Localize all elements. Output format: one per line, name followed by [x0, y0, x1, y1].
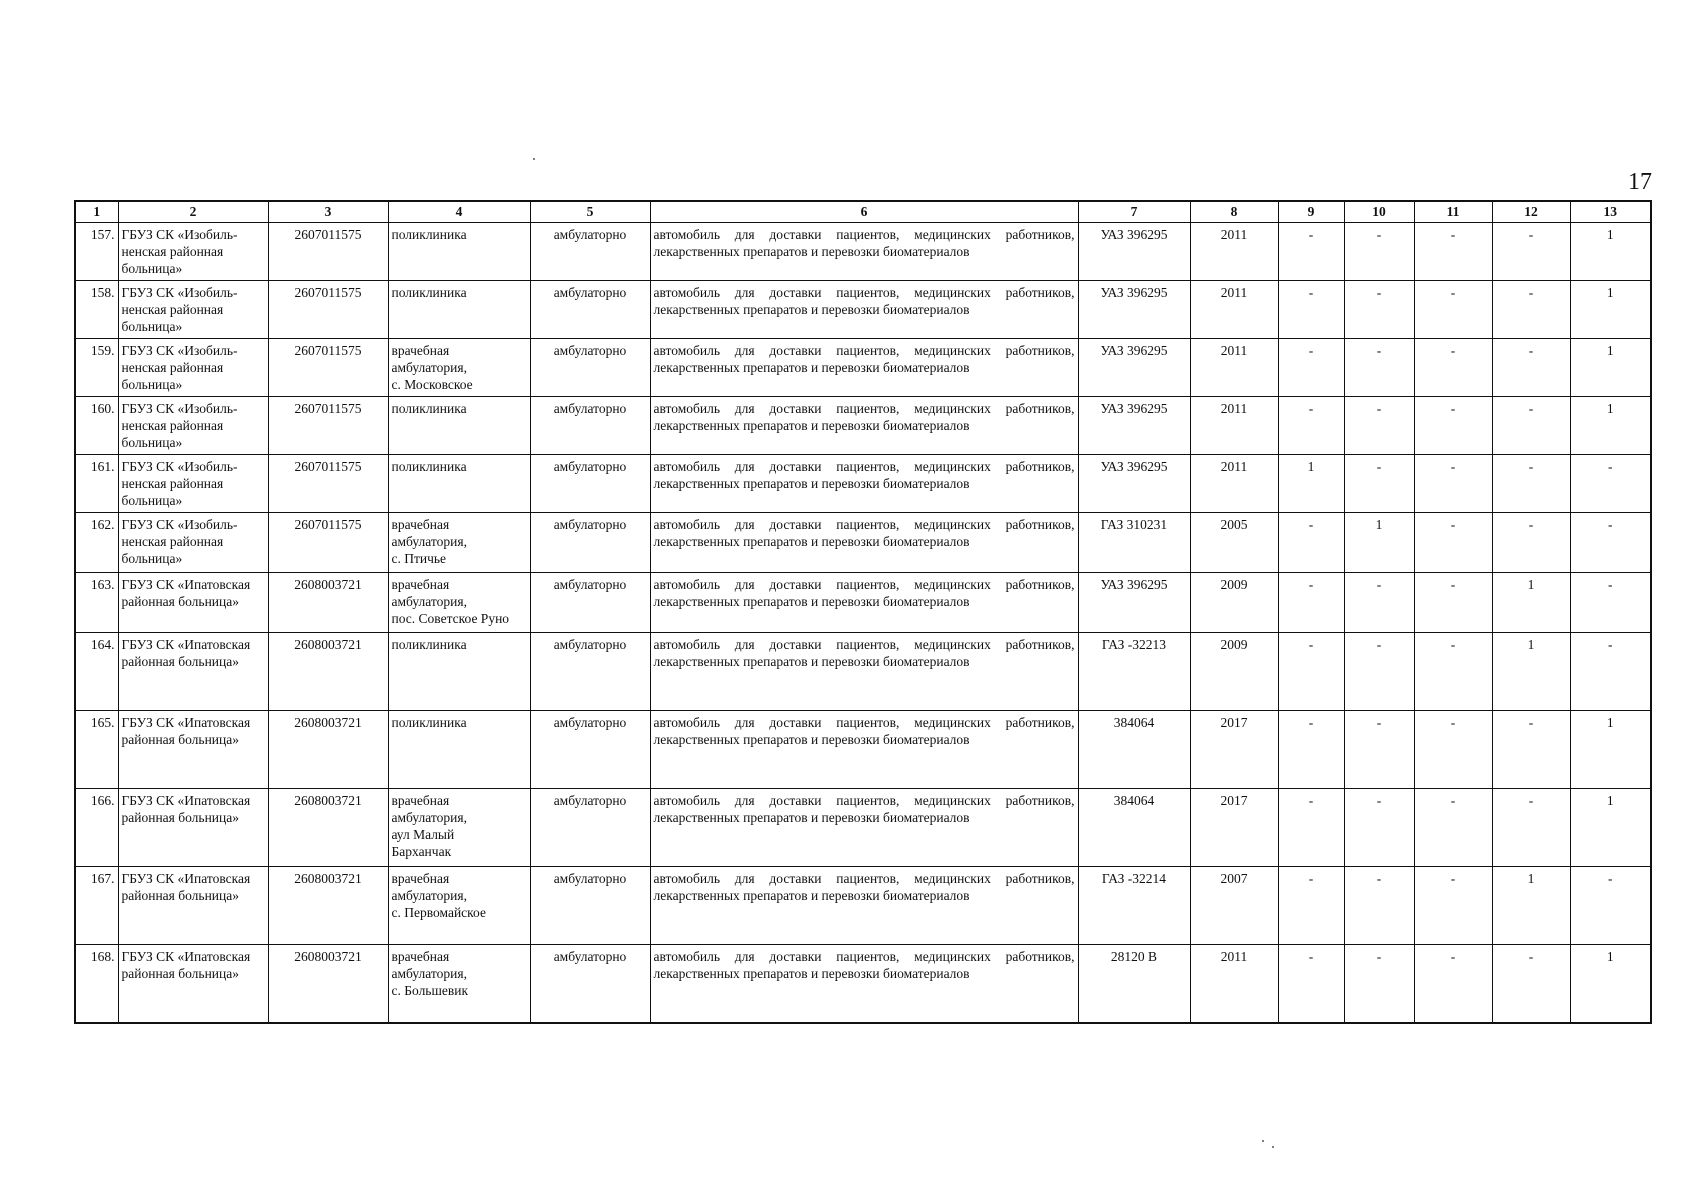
scan-speck — [533, 158, 535, 160]
unit-cell-line: с. Московское — [391, 377, 473, 392]
count-cell: - — [1570, 573, 1651, 633]
organization-cell — [118, 513, 268, 573]
organization-cell-line: ГБУЗ СК «Изобиль- — [121, 401, 238, 416]
count-cell: - — [1278, 223, 1344, 281]
table-row — [75, 867, 1651, 945]
row-number: 160. — [75, 397, 118, 455]
count-cell: - — [1278, 633, 1344, 711]
organization-cell-line: районная больница» — [121, 732, 239, 747]
count-cell: - — [1414, 339, 1492, 397]
organization-cell — [118, 339, 268, 397]
year-cell: 2009 — [1190, 573, 1278, 633]
purpose-cell: автомобиль для доставки пациентов, медицинских работников, лекарственных препаратов и перевозки биоматериалов — [650, 513, 1078, 573]
organization-cell-line: ГБУЗ СК «Ипатовская — [121, 871, 251, 886]
row-number: 161. — [75, 455, 118, 513]
count-cell: 1 — [1570, 223, 1651, 281]
purpose-cell: автомобиль для доставки пациентов, медицинских работников, лекарственных препаратов и перевозки биоматериалов — [650, 573, 1078, 633]
column-header: 7 — [1078, 201, 1190, 223]
unit-cell-line: врачебная — [391, 517, 450, 532]
unit-cell-line: поликлиника — [391, 715, 467, 730]
purpose-cell: автомобиль для доставки пациентов, медицинских работников, лекарственных препаратов и перевозки биоматериалов — [650, 223, 1078, 281]
column-header: 9 — [1278, 201, 1344, 223]
count-cell: - — [1492, 397, 1570, 455]
count-cell: - — [1278, 513, 1344, 573]
inn-cell: 2607011575 — [268, 455, 388, 513]
organization-cell-line: ГБУЗ СК «Ипатовская — [121, 637, 251, 652]
care-mode-cell: амбулаторно — [530, 339, 650, 397]
organization-cell — [118, 711, 268, 789]
organization-cell-line: больница» — [121, 493, 183, 508]
column-header: 4 — [388, 201, 530, 223]
unit-cell — [388, 513, 530, 573]
purpose-cell: автомобиль для доставки пациентов, медицинских работников, лекарственных препаратов и перевозки биоматериалов — [650, 789, 1078, 867]
column-header: 12 — [1492, 201, 1570, 223]
unit-cell-line: амбулатория, — [391, 534, 467, 549]
organization-cell-line: ненская районная — [121, 476, 224, 491]
unit-cell-line: пос. Советское Руно — [391, 611, 510, 626]
table-row — [75, 223, 1651, 281]
unit-cell-line: врачебная — [391, 343, 450, 358]
unit-cell — [388, 397, 530, 455]
organization-cell-line: ненская районная — [121, 418, 224, 433]
inn-cell: 2607011575 — [268, 513, 388, 573]
unit-cell-line: врачебная — [391, 949, 450, 964]
unit-cell-line: Барханчак — [391, 844, 452, 859]
organization-cell — [118, 789, 268, 867]
unit-cell — [388, 339, 530, 397]
count-cell: - — [1344, 711, 1414, 789]
count-cell: - — [1278, 281, 1344, 339]
table-row — [75, 339, 1651, 397]
year-cell: 2009 — [1190, 633, 1278, 711]
inn-cell: 2608003721 — [268, 789, 388, 867]
care-mode-cell: амбулаторно — [530, 633, 650, 711]
care-mode-cell: амбулаторно — [530, 455, 650, 513]
vehicle-model-cell: УАЗ 396295 — [1078, 455, 1190, 513]
organization-cell-line: ГБУЗ СК «Изобиль- — [121, 459, 238, 474]
organization-cell-line: районная больница» — [121, 888, 239, 903]
unit-cell — [388, 223, 530, 281]
table-row — [75, 789, 1651, 867]
care-mode-cell: амбулаторно — [530, 573, 650, 633]
unit-cell-line: аул Малый — [391, 827, 455, 842]
count-cell: 1 — [1570, 281, 1651, 339]
page-number: 17 — [1628, 169, 1652, 195]
column-header: 10 — [1344, 201, 1414, 223]
unit-cell-line: поликлиника — [391, 227, 467, 242]
row-number: 167. — [75, 867, 118, 945]
count-cell: - — [1414, 945, 1492, 1023]
count-cell: - — [1344, 633, 1414, 711]
count-cell: 1 — [1570, 945, 1651, 1023]
count-cell: - — [1414, 573, 1492, 633]
row-number: 164. — [75, 633, 118, 711]
count-cell: - — [1344, 455, 1414, 513]
organization-cell-line: ГБУЗ СК «Изобиль- — [121, 517, 238, 532]
column-header: 3 — [268, 201, 388, 223]
year-cell: 2005 — [1190, 513, 1278, 573]
vehicle-model-cell: 384064 — [1078, 789, 1190, 867]
count-cell: - — [1414, 513, 1492, 573]
count-cell: - — [1492, 339, 1570, 397]
unit-cell — [388, 633, 530, 711]
organization-cell-line: ГБУЗ СК «Изобиль- — [121, 343, 238, 358]
count-cell: - — [1570, 867, 1651, 945]
count-cell: - — [1492, 281, 1570, 339]
count-cell: - — [1492, 223, 1570, 281]
organization-cell — [118, 867, 268, 945]
column-header: 11 — [1414, 201, 1492, 223]
unit-cell-line: врачебная — [391, 871, 450, 886]
unit-cell — [388, 711, 530, 789]
year-cell: 2011 — [1190, 281, 1278, 339]
unit-cell-line: поликлиника — [391, 637, 467, 652]
inn-cell: 2607011575 — [268, 223, 388, 281]
unit-cell-line: поликлиника — [391, 459, 467, 474]
year-cell: 2011 — [1190, 455, 1278, 513]
inn-cell: 2608003721 — [268, 573, 388, 633]
unit-cell — [388, 455, 530, 513]
purpose-cell: автомобиль для доставки пациентов, медицинских работников, лекарственных препаратов и перевозки биоматериалов — [650, 711, 1078, 789]
unit-cell-line: амбулатория, — [391, 594, 467, 609]
unit-cell-line: врачебная — [391, 793, 450, 808]
organization-cell-line: ненская районная — [121, 244, 224, 259]
organization-cell-line: ненская районная — [121, 302, 224, 317]
unit-cell — [388, 945, 530, 1023]
count-cell: 1 — [1278, 455, 1344, 513]
count-cell: - — [1414, 281, 1492, 339]
count-cell: 1 — [1570, 339, 1651, 397]
table-row — [75, 633, 1651, 711]
count-cell: - — [1278, 573, 1344, 633]
table-body — [75, 223, 1651, 1023]
scan-speck — [1272, 1146, 1274, 1148]
year-cell: 2011 — [1190, 223, 1278, 281]
year-cell: 2017 — [1190, 711, 1278, 789]
vehicle-model-cell: 384064 — [1078, 711, 1190, 789]
count-cell: 1 — [1492, 867, 1570, 945]
count-cell: - — [1414, 223, 1492, 281]
organization-cell — [118, 281, 268, 339]
care-mode-cell: амбулаторно — [530, 397, 650, 455]
count-cell: 1 — [1570, 711, 1651, 789]
unit-cell-line: с. Первомайское — [391, 905, 486, 920]
vehicle-model-cell: УАЗ 396295 — [1078, 573, 1190, 633]
count-cell: - — [1570, 455, 1651, 513]
column-header: 6 — [650, 201, 1078, 223]
count-cell: - — [1344, 573, 1414, 633]
inn-cell: 2608003721 — [268, 711, 388, 789]
count-cell: - — [1414, 789, 1492, 867]
organization-cell — [118, 573, 268, 633]
care-mode-cell: амбулаторно — [530, 945, 650, 1023]
year-cell: 2011 — [1190, 945, 1278, 1023]
count-cell: - — [1278, 339, 1344, 397]
table-row — [75, 397, 1651, 455]
count-cell: - — [1570, 513, 1651, 573]
unit-cell-line: поликлиника — [391, 285, 467, 300]
inn-cell: 2607011575 — [268, 281, 388, 339]
care-mode-cell: амбулаторно — [530, 513, 650, 573]
inn-cell: 2608003721 — [268, 867, 388, 945]
care-mode-cell: амбулаторно — [530, 867, 650, 945]
count-cell: - — [1278, 789, 1344, 867]
organization-cell-line: ГБУЗ СК «Изобиль- — [121, 285, 238, 300]
vehicle-model-cell: УАЗ 396295 — [1078, 281, 1190, 339]
organization-cell-line: больница» — [121, 377, 183, 392]
purpose-cell: автомобиль для доставки пациентов, медицинских работников, лекарственных препаратов и перевозки биоматериалов — [650, 281, 1078, 339]
organization-cell — [118, 945, 268, 1023]
count-cell: - — [1344, 397, 1414, 455]
care-mode-cell: амбулаторно — [530, 223, 650, 281]
count-cell: - — [1344, 281, 1414, 339]
count-cell: 1 — [1492, 633, 1570, 711]
purpose-cell: автомобиль для доставки пациентов, медицинских работников, лекарственных препаратов и перевозки биоматериалов — [650, 397, 1078, 455]
organization-cell-line: ГБУЗ СК «Изобиль- — [121, 227, 238, 242]
unit-cell-line: амбулатория, — [391, 810, 467, 825]
care-mode-cell: амбулаторно — [530, 711, 650, 789]
organization-cell-line: больница» — [121, 551, 183, 566]
organization-cell-line: больница» — [121, 261, 183, 276]
column-header: 13 — [1570, 201, 1651, 223]
purpose-cell: автомобиль для доставки пациентов, медицинских работников, лекарственных препаратов и перевозки биоматериалов — [650, 455, 1078, 513]
inn-cell: 2607011575 — [268, 397, 388, 455]
unit-cell — [388, 281, 530, 339]
count-cell: 1 — [1570, 789, 1651, 867]
organization-cell — [118, 223, 268, 281]
count-cell: - — [1492, 513, 1570, 573]
table-row — [75, 281, 1651, 339]
unit-cell-line: поликлиника — [391, 401, 467, 416]
unit-cell — [388, 789, 530, 867]
row-number: 162. — [75, 513, 118, 573]
organization-cell-line: районная больница» — [121, 966, 239, 981]
purpose-cell: автомобиль для доставки пациентов, медицинских работников, лекарственных препаратов и перевозки биоматериалов — [650, 633, 1078, 711]
vehicle-model-cell: 28120 В — [1078, 945, 1190, 1023]
column-header: 5 — [530, 201, 650, 223]
count-cell: - — [1492, 455, 1570, 513]
table-row — [75, 573, 1651, 633]
purpose-cell: автомобиль для доставки пациентов, медицинских работников, лекарственных препаратов и перевозки биоматериалов — [650, 867, 1078, 945]
organization-cell — [118, 633, 268, 711]
unit-cell-line: с. Большевик — [391, 983, 469, 998]
unit-cell-line: с. Птичье — [391, 551, 447, 566]
organization-cell-line: районная больница» — [121, 810, 239, 825]
organization-cell-line: районная больница» — [121, 654, 239, 669]
count-cell: - — [1278, 397, 1344, 455]
count-cell: - — [1414, 633, 1492, 711]
row-number: 166. — [75, 789, 118, 867]
row-number: 163. — [75, 573, 118, 633]
column-header: 1 — [75, 201, 118, 223]
table-row — [75, 513, 1651, 573]
organization-cell-line: ГБУЗ СК «Ипатовская — [121, 793, 251, 808]
organization-cell-line: ГБУЗ СК «Ипатовская — [121, 577, 251, 592]
vehicle-model-cell: ГАЗ 310231 — [1078, 513, 1190, 573]
organization-cell-line: ГБУЗ СК «Ипатовская — [121, 949, 251, 964]
count-cell: - — [1414, 711, 1492, 789]
vehicle-model-cell: УАЗ 396295 — [1078, 397, 1190, 455]
table-row — [75, 711, 1651, 789]
row-number: 159. — [75, 339, 118, 397]
count-cell: 1 — [1570, 397, 1651, 455]
count-cell: - — [1344, 867, 1414, 945]
inn-cell: 2607011575 — [268, 339, 388, 397]
unit-cell — [388, 573, 530, 633]
organization-cell — [118, 397, 268, 455]
vehicle-model-cell: УАЗ 396295 — [1078, 223, 1190, 281]
count-cell: - — [1278, 711, 1344, 789]
count-cell: - — [1570, 633, 1651, 711]
unit-cell — [388, 867, 530, 945]
vehicle-model-cell: УАЗ 396295 — [1078, 339, 1190, 397]
year-cell: 2011 — [1190, 397, 1278, 455]
count-cell: - — [1492, 945, 1570, 1023]
year-cell: 2011 — [1190, 339, 1278, 397]
count-cell: - — [1414, 867, 1492, 945]
count-cell: - — [1278, 945, 1344, 1023]
row-number: 165. — [75, 711, 118, 789]
count-cell: - — [1414, 455, 1492, 513]
scan-speck — [1262, 1140, 1264, 1142]
purpose-cell: автомобиль для доставки пациентов, медицинских работников, лекарственных препаратов и перевозки биоматериалов — [650, 945, 1078, 1023]
organization-cell-line: ненская районная — [121, 534, 224, 549]
header-row — [75, 201, 1651, 223]
count-cell: - — [1344, 789, 1414, 867]
care-mode-cell: амбулаторно — [530, 789, 650, 867]
inn-cell: 2608003721 — [268, 945, 388, 1023]
inn-cell: 2608003721 — [268, 633, 388, 711]
unit-cell-line: амбулатория, — [391, 966, 467, 981]
organization-cell-line: ГБУЗ СК «Ипатовская — [121, 715, 251, 730]
year-cell: 2007 — [1190, 867, 1278, 945]
column-header: 2 — [118, 201, 268, 223]
purpose-cell: автомобиль для доставки пациентов, медицинских работников, лекарственных препаратов и перевозки биоматериалов — [650, 339, 1078, 397]
count-cell: - — [1492, 711, 1570, 789]
row-number: 158. — [75, 281, 118, 339]
unit-cell-line: врачебная — [391, 577, 450, 592]
unit-cell-line: амбулатория, — [391, 360, 467, 375]
count-cell: 1 — [1492, 573, 1570, 633]
care-mode-cell: амбулаторно — [530, 281, 650, 339]
count-cell: - — [1344, 945, 1414, 1023]
organization-cell-line: районная больница» — [121, 594, 239, 609]
organization-cell-line: ненская районная — [121, 360, 224, 375]
count-cell: - — [1344, 339, 1414, 397]
count-cell: - — [1278, 867, 1344, 945]
table-row — [75, 455, 1651, 513]
table-row — [75, 945, 1651, 1023]
year-cell: 2017 — [1190, 789, 1278, 867]
count-cell: 1 — [1344, 513, 1414, 573]
organization-cell-line: больница» — [121, 435, 183, 450]
vehicle-model-cell: ГАЗ -32213 — [1078, 633, 1190, 711]
row-number: 157. — [75, 223, 118, 281]
organization-cell-line: больница» — [121, 319, 183, 334]
vehicle-model-cell: ГАЗ -32214 — [1078, 867, 1190, 945]
organization-cell — [118, 455, 268, 513]
column-header: 8 — [1190, 201, 1278, 223]
unit-cell-line: амбулатория, — [391, 888, 467, 903]
row-number: 168. — [75, 945, 118, 1023]
count-cell: - — [1492, 789, 1570, 867]
count-cell: - — [1414, 397, 1492, 455]
count-cell: - — [1344, 223, 1414, 281]
vehicle-registry-table — [74, 200, 1652, 1024]
